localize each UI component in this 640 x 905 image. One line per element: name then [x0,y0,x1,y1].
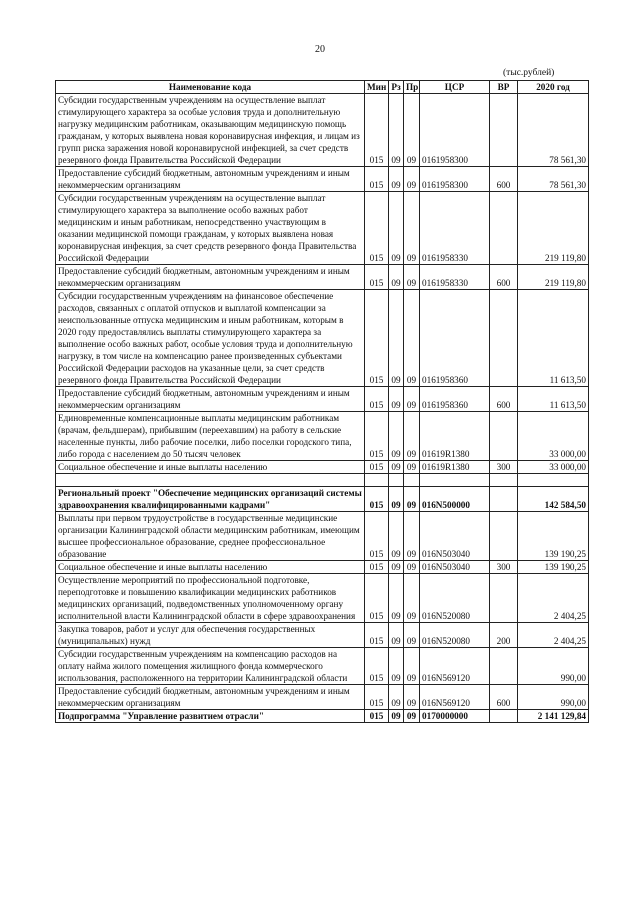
cell-vr: 200 [490,623,518,648]
cell-name: Предоставление субсидий бюджетным, автономным учреждениям и иным некоммерческим организациям [56,387,365,412]
cell-amount: 2 404,25 [518,574,589,623]
cell-pr: 09 [404,685,420,710]
table-row [56,685,589,710]
cell-min: 015 [365,685,389,710]
cell-pr: 09 [404,94,420,167]
cell-rz: 09 [389,387,404,412]
cell-rz: 09 [389,412,404,461]
cell-vr: 600 [490,685,518,710]
cell-csr: 0161958300 [420,167,490,192]
cell-amount: 33 000,00 [518,461,589,474]
cell-amount: 11 613,50 [518,290,589,387]
cell-name: Подпрограмма "Управление развитием отрасли" [56,710,365,723]
cell-rz: 09 [389,623,404,648]
cell-name: Предоставление субсидий бюджетным, автономным учреждениям и иным некоммерческим организациям [56,167,365,192]
header-amount: 2020 год [518,81,589,94]
header-csr: ЦСР [420,81,490,94]
cell-name: Предоставление субсидий бюджетным, автономным учреждениям и иным некоммерческим организациям [56,685,365,710]
header-rz: Рз [389,81,404,94]
header-min: Мин [365,81,389,94]
table-row [56,461,589,474]
table-row [56,487,589,512]
cell-csr: 0161958360 [420,290,490,387]
cell-csr [420,474,490,487]
cell-vr [490,487,518,512]
cell-csr: 0161958360 [420,387,490,412]
cell-name: Социальное обеспечение и иные выплаты населению [56,461,365,474]
cell-amount: 990,00 [518,648,589,685]
table-row [56,387,589,412]
cell-pr: 09 [404,574,420,623]
cell-vr [490,512,518,561]
cell-name: Субсидии государственным учреждениям на компенсацию расходов на оплату найма жилого помещения жилищного фонда коммерческого использования, расположенного на территории Калининградской области [56,648,365,685]
cell-amount: 139 190,25 [518,561,589,574]
table-row [56,192,589,265]
cell-pr: 09 [404,412,420,461]
units-label: (тыс.рублей) [503,68,555,78]
cell-amount: 33 000,00 [518,412,589,461]
cell-vr [490,94,518,167]
cell-rz: 09 [389,487,404,512]
cell-rz: 09 [389,512,404,561]
cell-pr: 09 [404,512,420,561]
cell-pr: 09 [404,623,420,648]
table-row [56,561,589,574]
header-pr: Пр [404,81,420,94]
table-row [56,167,589,192]
cell-amount: 2 404,25 [518,623,589,648]
cell-pr: 09 [404,461,420,474]
cell-rz: 09 [389,710,404,723]
cell-pr: 09 [404,387,420,412]
cell-vr [490,710,518,723]
table-row [56,623,589,648]
cell-amount: 139 190,25 [518,512,589,561]
cell-name: Социальное обеспечение и иные выплаты населению [56,561,365,574]
cell-name: Закупка товаров, работ и услуг для обеспечения государственных (муниципальных) нужд [56,623,365,648]
cell-csr: 016N520080 [420,623,490,648]
cell-min [365,474,389,487]
cell-min: 015 [365,561,389,574]
table-header-row [56,81,589,94]
cell-name [56,474,365,487]
cell-vr [490,290,518,387]
cell-csr: 016N503040 [420,561,490,574]
cell-min: 015 [365,574,389,623]
cell-csr: 016N569120 [420,648,490,685]
cell-amount: 11 613,50 [518,387,589,412]
cell-amount: 219 119,80 [518,192,589,265]
table-row [56,710,589,723]
cell-pr: 09 [404,265,420,290]
cell-pr: 09 [404,167,420,192]
table-row [56,512,589,561]
table-row [56,574,589,623]
page-number: 20 [315,44,325,55]
cell-name: Единовременные компенсационные выплаты медицинским работникам (врачам, фельдшерам), прибывшим (переехавшим) на работу в сельские населенные пункты, либо рабочие поселки, либо поселки городского типа, либо города с населением до 50 тысяч человек [56,412,365,461]
cell-rz: 09 [389,265,404,290]
cell-pr: 09 [404,290,420,387]
cell-rz: 09 [389,685,404,710]
cell-min: 015 [365,461,389,474]
cell-name: Субсидии государственным учреждениям на осуществление выплат стимулирующего характера за особые условия труда и дополнительную нагрузку медицинским работникам, оказывающим медицинскую помощь гражданам, у которых выявлена новая коронавирусная инфекция, и лицам из групп риска заражения новой коронавирусной инфекцией, за счет средств резервного фонда Правительства Российской Федерации [56,94,365,167]
cell-min: 015 [365,265,389,290]
cell-pr: 09 [404,561,420,574]
cell-pr: 09 [404,710,420,723]
cell-csr: 01619R1380 [420,461,490,474]
cell-pr [404,474,420,487]
cell-csr: 0170000000 [420,710,490,723]
cell-csr: 016N520080 [420,574,490,623]
table-row [56,648,589,685]
cell-csr: 016N503040 [420,512,490,561]
cell-vr [490,648,518,685]
cell-amount: 78 561,30 [518,167,589,192]
cell-rz: 09 [389,167,404,192]
cell-pr: 09 [404,648,420,685]
cell-min: 015 [365,94,389,167]
cell-rz: 09 [389,461,404,474]
cell-min: 015 [365,290,389,387]
cell-name: Выплаты при первом трудоустройстве в государственные медицинские организации Калининградской области медицинским работникам, имеющим высшее профессиональное образование, среднее профессиональное образование [56,512,365,561]
cell-vr [490,474,518,487]
cell-amount: 990,00 [518,685,589,710]
cell-vr: 600 [490,167,518,192]
cell-rz [389,474,404,487]
cell-csr: 016N569120 [420,685,490,710]
cell-rz: 09 [389,94,404,167]
cell-min: 015 [365,710,389,723]
cell-min: 015 [365,167,389,192]
cell-csr: 0161958330 [420,192,490,265]
cell-name: Предоставление субсидий бюджетным, автономным учреждениям и иным некоммерческим организациям [56,265,365,290]
table-body [56,94,589,723]
cell-min: 015 [365,648,389,685]
budget-table [55,80,589,723]
cell-pr: 09 [404,192,420,265]
cell-name: Субсидии государственным учреждениям на финансовое обеспечение расходов, связанных с оплатой отпусков и выплатой компенсации за неиспользованные отпуска медицинским и иным работникам, которым в 2020 году предоставлялись выплаты стимулирующего характера за выполнение особо важных работ, особые условия труда и дополнительную нагрузку, в том числе на компенсацию ранее произведенных субъектами Российской Федерации расходов на указанные цели, за счет средств резервного фонда Правительства Российской Федерации [56,290,365,387]
cell-min: 015 [365,487,389,512]
cell-amount: 142 584,50 [518,487,589,512]
cell-vr: 300 [490,561,518,574]
header-vr: ВР [490,81,518,94]
cell-amount: 2 141 129,84 [518,710,589,723]
cell-rz: 09 [389,290,404,387]
cell-rz: 09 [389,192,404,265]
cell-amount: 219 119,80 [518,265,589,290]
cell-name: Осуществление мероприятий по профессиональной подготовке, переподготовке и повышению квалификации медицинских работников медицинских организаций, подведомственных уполномоченному органу исполнительной власти Калининградской области в сфере здравоохранения [56,574,365,623]
table-row [56,265,589,290]
cell-rz: 09 [389,561,404,574]
table-row [56,474,589,487]
table-row [56,94,589,167]
cell-min: 015 [365,387,389,412]
cell-csr: 0161958300 [420,94,490,167]
cell-rz: 09 [389,574,404,623]
cell-vr: 600 [490,265,518,290]
cell-min: 015 [365,512,389,561]
cell-min: 015 [365,412,389,461]
cell-vr: 600 [490,387,518,412]
cell-vr [490,412,518,461]
cell-vr [490,574,518,623]
cell-rz: 09 [389,648,404,685]
cell-vr [490,192,518,265]
cell-amount: 78 561,30 [518,94,589,167]
table-row [56,290,589,387]
cell-name: Субсидии государственным учреждениям на осуществление выплат стимулирующего характера за выполнение особо важных работ медицинским и иным работникам, непосредственно участвующим в оказании медицинской помощи гражданам, у которых выявлена новая коронавирусная инфекция, за счет средств резервного фонда Правительства Российской Федерации [56,192,365,265]
cell-pr: 09 [404,487,420,512]
cell-min: 015 [365,623,389,648]
cell-csr: 01619R1380 [420,412,490,461]
cell-csr: 016N500000 [420,487,490,512]
cell-csr: 0161958330 [420,265,490,290]
header-name: Наименование кода [56,81,365,94]
cell-vr: 300 [490,461,518,474]
cell-amount [518,474,589,487]
cell-min: 015 [365,192,389,265]
table-row [56,412,589,461]
cell-name: Региональный проект "Обеспечение медицинских организаций системы здравоохранения квалифицированными кадрами" [56,487,365,512]
